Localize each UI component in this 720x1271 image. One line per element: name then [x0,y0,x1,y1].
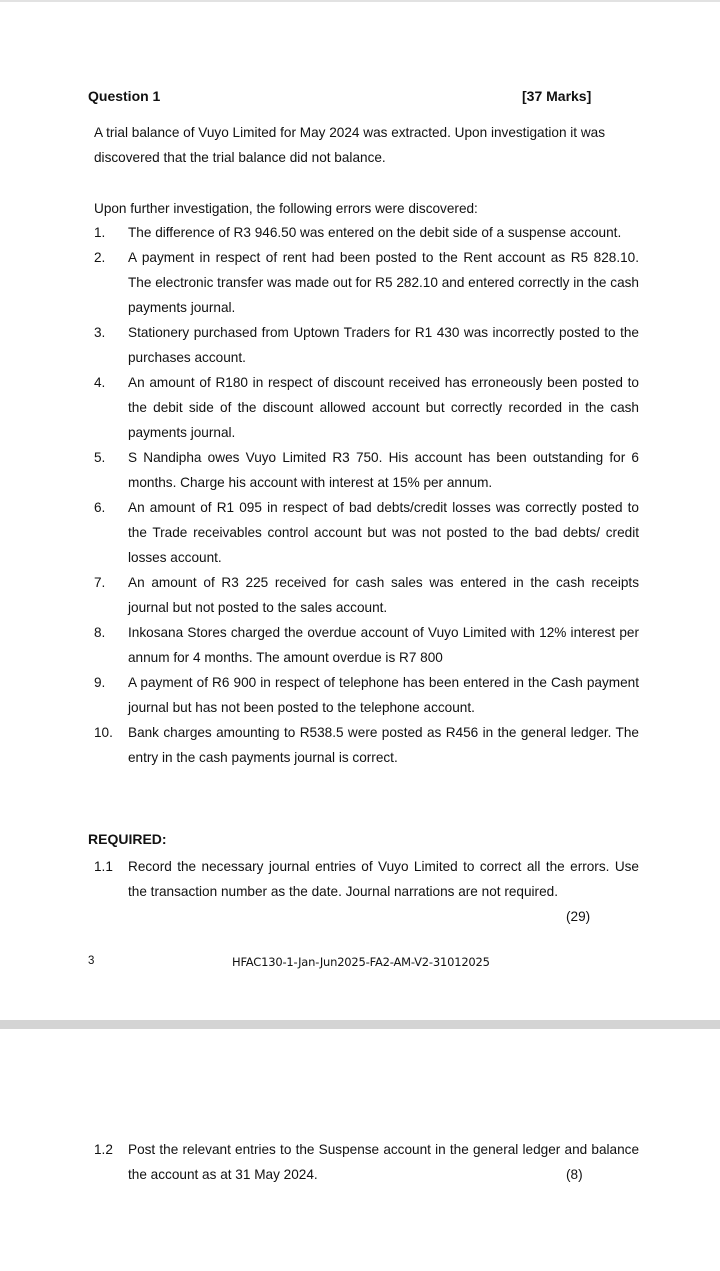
error-text: An amount of R3 225 received for cash sales was entered in the cash receipts journal but not posted to the sales account. [128,575,639,615]
error-number: 3. [94,325,106,340]
error-item [94,445,639,495]
error-item [94,570,639,620]
error-item [94,495,639,570]
required-item-text: Post the relevant entries to the Suspense account in the general ledger and balance the account as at 31 May 2024. [128,1142,639,1182]
error-number: 1. [94,225,106,240]
page-separator [0,1020,720,1029]
error-text: Inkosana Stores charged the overdue account of Vuyo Limited with 12% interest per annum for 4 months. The amount overdue is R7 800 [128,625,639,665]
required-item-1-1 [94,854,639,904]
intro-paragraph: A trial balance of Vuyo Limited for May 2024 was extracted. Upon investigation it was discovered that the trial balance did not balance. [94,125,606,165]
error-item [94,220,639,245]
error-number: 8. [94,625,106,640]
error-text: Bank charges amounting to R538.5 were posted as R456 in the general ledger. The entry in the cash payments journal is correct. [128,725,639,765]
error-text: An amount of R180 in respect of discount received has erroneously been posted to the debit side of the discount allowed account but correctly recorded in the cash payments journal. [128,375,639,440]
error-number: 2. [94,250,106,265]
error-number: 10. [94,725,113,740]
error-text: An amount of R1 095 in respect of bad debts/credit losses was correctly posted to the Trade receivables control account but was not posted to the bad debts/ credit losses account. [128,500,639,565]
error-item [94,370,639,445]
required-item-number: 1.2 [94,1142,113,1157]
required-item-1-2 [94,1137,639,1187]
error-number: 9. [94,675,106,690]
required-item-1-2-marks: (8) [566,1167,583,1182]
error-text: A payment of R6 900 in respect of telephone has been entered in the Cash payment journal but has not been posted to the telephone account. [128,675,639,715]
required-heading: REQUIRED: [88,831,167,847]
error-text: S Nandipha owes Vuyo Limited R3 750. His account has been outstanding for 6 months. Charge his account with interest at 15% per annum. [128,450,639,490]
error-item [94,320,639,370]
error-text: A payment in respect of rent had been posted to the Rent account as R5 828.10. The electronic transfer was made out for R5 282.10 and entered correctly in the cash payments journal. [128,250,639,315]
error-item [94,720,639,770]
error-text: The difference of R3 946.50 was entered on the debit side of a suspense account. [128,225,622,240]
error-number: 7. [94,575,106,590]
error-item [94,245,639,320]
document-code: HFAC130-1-Jan-Jun2025-FA2-AM-V2-31012025 [232,955,490,969]
error-number: 5. [94,450,106,465]
required-item-1-1-marks: (29) [566,909,591,924]
required-item-text: Record the necessary journal entries of Vuyo Limited to correct all the errors. Use the transaction number as the date. Journal narrations are not required. [128,859,639,899]
error-item [94,620,639,670]
error-item [94,670,639,720]
question-marks: [37 Marks] [522,88,592,104]
error-number: 6. [94,500,106,515]
error-number: 4. [94,375,106,390]
question-title: Question 1 [88,88,161,104]
errors-lead-in: Upon further investigation, the following errors were discovered: [94,201,478,216]
errors-list [94,220,639,770]
required-item-number: 1.1 [94,859,113,874]
error-text: Stationery purchased from Uptown Traders for R1 430 was incorrectly posted to the purchases account. [128,325,639,365]
page-number: 3 [88,955,95,967]
